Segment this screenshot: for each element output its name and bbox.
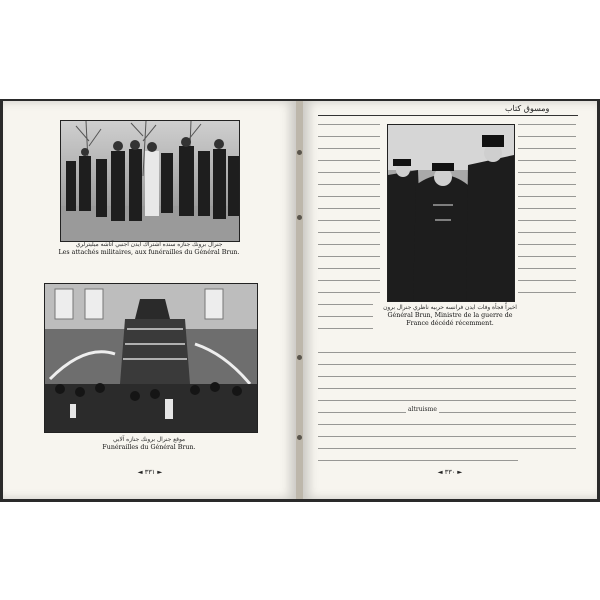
photo-top-caption-fr: Les attachés militaires, aux funérailles du Général Brun. — [58, 249, 240, 256]
photo-general-brun — [387, 124, 515, 302]
photo-brun-caption-line2: France décédé récemment. — [406, 320, 494, 327]
binding-hole — [297, 150, 302, 155]
right-page-number: ◄ ٣٣٠ ► — [437, 468, 463, 476]
photo-bottom-caption — [55, 436, 243, 452]
photo-brun-caption-ar: اخيراً فجأة وفات ايدن فرانسه حربيه ناظري جنرال برون — [383, 305, 517, 311]
running-head: ومسوق كتاب — [505, 104, 550, 113]
binding-hole — [297, 435, 302, 440]
photo-top-caption — [55, 241, 243, 257]
photo-military-attaches — [60, 120, 240, 242]
photo-bottom-caption-ar: موقع جنرال برونك جنازه آلايي — [112, 437, 186, 443]
binding-hole — [297, 215, 302, 220]
header-rule — [318, 115, 578, 116]
binding-hole — [297, 355, 302, 360]
photo-funeral-procession — [44, 283, 258, 433]
photo-bottom-caption-fr: Funérailles du Général Brun. — [102, 444, 196, 451]
photo-brun-caption-line1: Général Brun, Ministre de la guerre de — [387, 312, 513, 319]
photo-brun-caption — [375, 304, 525, 328]
left-page-number: ◄ ٣٣١ ► — [137, 468, 163, 476]
photo-top-caption-ar: جنرال برونك جنازه سنده اشتراك ايدن اجنبي آتاشه ميليترلري — [75, 242, 223, 248]
inline-word-altruisme: altruisme — [408, 406, 437, 413]
